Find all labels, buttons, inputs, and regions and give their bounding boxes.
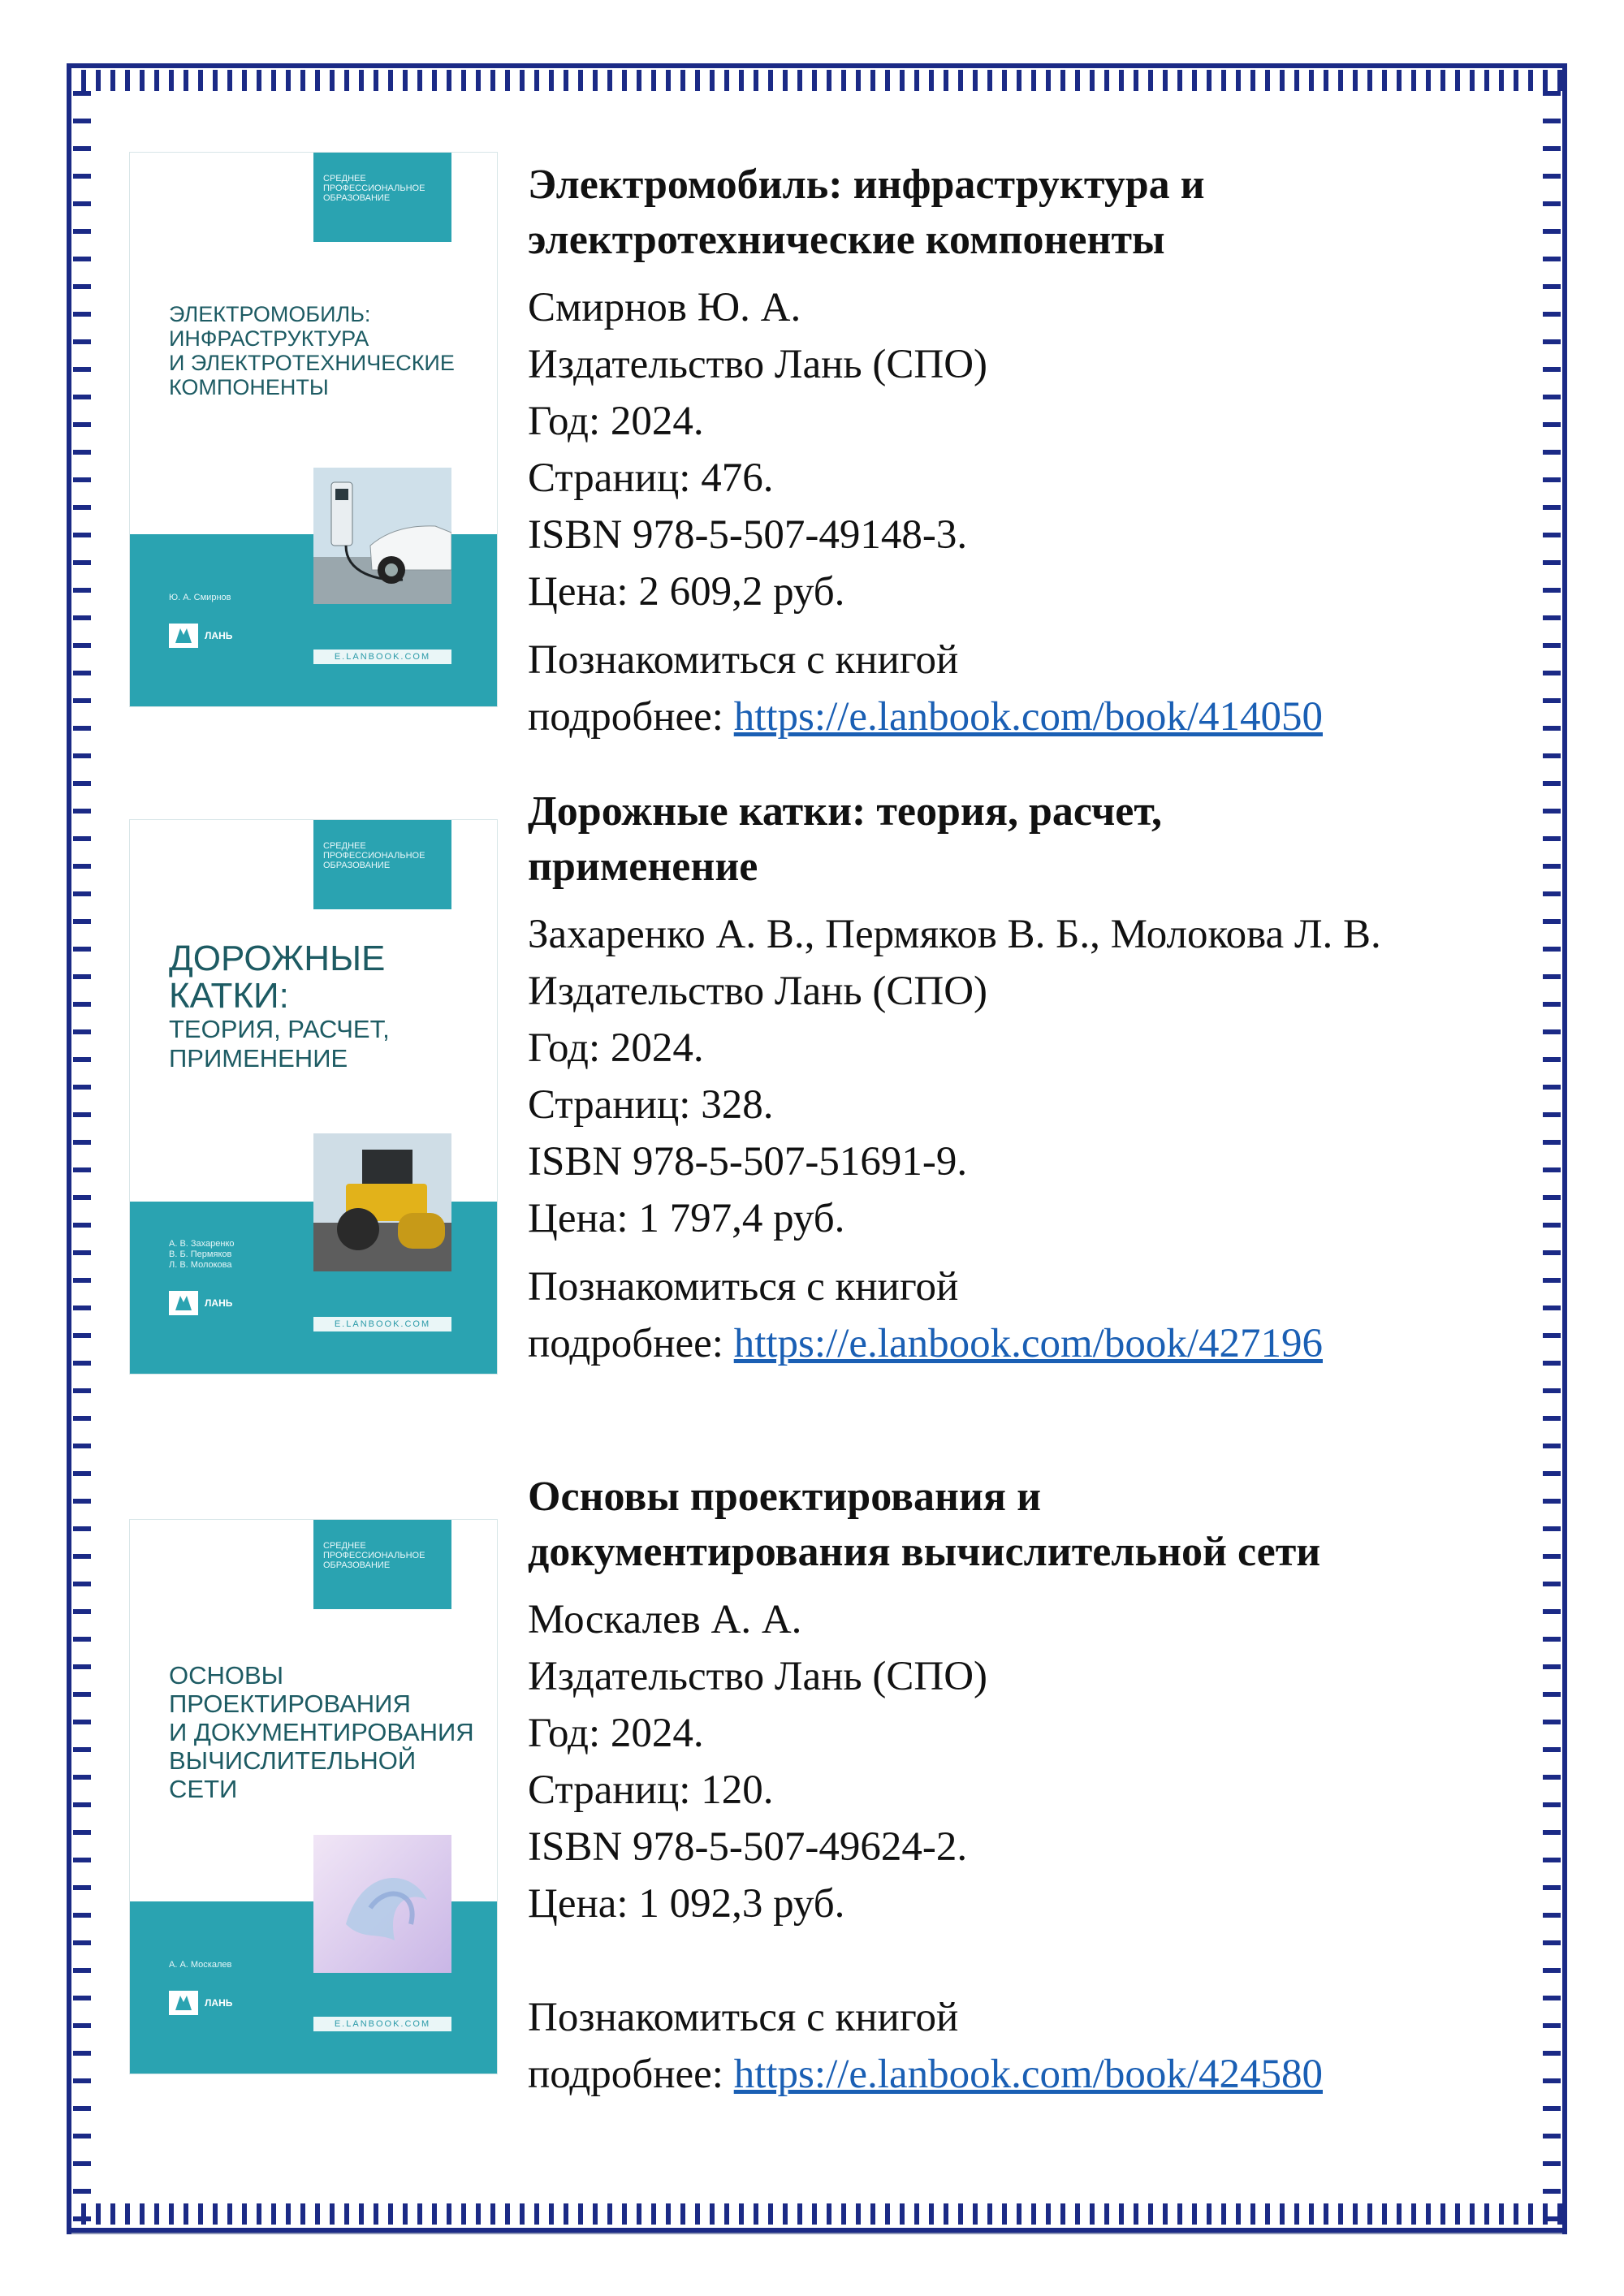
cover-title: ДОРОЖНЫЕ КАТКИ: ТЕОРИЯ, РАСЧЕТ, ПРИМЕНЕНИЕ	[169, 939, 390, 1072]
cover-authors: А. В. Захаренко В. Б. Пермяков Л. В. Молокова	[169, 1239, 235, 1270]
publisher-logo-text: ЛАНЬ	[205, 1997, 233, 2009]
cover-series-badge: СРЕДНЕЕ ПРОФЕССИОНАЛЬНОЕ ОБРАЗОВАНИЕ	[313, 1520, 451, 1609]
frame-border-left	[67, 63, 96, 2234]
book-publisher: Издательство Лань (СПО)	[528, 1654, 988, 1699]
book-price: Цена: 1 797,4 руб.	[528, 1196, 845, 1241]
book-info	[528, 1470, 1502, 2103]
book-cover[interactable]	[130, 153, 497, 706]
book-title: Основы проектирования и документирования вычислительной сети	[528, 1474, 1321, 1575]
book-year: Год: 2024.	[528, 1025, 704, 1071]
cover-title: ЭЛЕКТРОМОБИЛЬ: ИНФРАСТРУКТУРА И ЭЛЕКТРОТЕХНИЧЕСКИЕ КОМПОНЕНТЫ	[169, 302, 455, 399]
book-year: Год: 2024.	[528, 399, 704, 444]
cover-photo-road-roller	[313, 1133, 451, 1271]
book-entry	[130, 153, 1510, 770]
book-title: Электромобиль: инфраструктура и электротехнические компоненты	[528, 162, 1205, 263]
cover-series-badge: СРЕДНЕЕ ПРОФЕССИОНАЛЬНОЕ ОБРАЗОВАНИЕ	[313, 820, 451, 909]
frame-border-bottom	[67, 2203, 1567, 2234]
book-publisher: Издательство Лань (СПО)	[528, 969, 988, 1014]
cover-site: E.LANBOOK.COM	[313, 650, 451, 664]
book-pages: Страниц: 328.	[528, 1082, 774, 1128]
book-publisher: Издательство Лань (СПО)	[528, 342, 988, 387]
book-entry	[130, 1465, 1510, 2114]
publisher-logo-icon	[169, 624, 198, 648]
publisher-logo-text: ЛАНЬ	[205, 1297, 233, 1309]
more-info-text: Познакомиться с книгой	[528, 1264, 959, 1310]
cover-authors: Ю. А. Смирнов	[169, 593, 231, 602]
publisher-logo-icon	[169, 1291, 198, 1315]
book-cover[interactable]	[130, 820, 497, 1374]
cover-photo-abstract	[313, 1835, 451, 1973]
book-year: Год: 2024.	[528, 1711, 704, 1756]
frame-border-top	[67, 63, 1567, 91]
book-pages: Страниц: 476.	[528, 455, 774, 501]
book-authors: Москалев А. А.	[528, 1597, 802, 1642]
more-info-text: Познакомиться с книгой	[528, 637, 959, 683]
book-title: Дорожные катки: теория, расчет, применение	[528, 788, 1162, 890]
cover-site: E.LANBOOK.COM	[313, 2017, 451, 2031]
publisher-logo-text: ЛАНЬ	[205, 630, 233, 641]
book-info	[528, 784, 1502, 1372]
book-price: Цена: 2 609,2 руб.	[528, 569, 845, 615]
more-info-text: Познакомиться с книгой	[528, 1995, 959, 2040]
more-info-line: подробнее: https://e.lanbook.com/book/414050	[528, 694, 1323, 740]
book-authors: Захаренко А. В., Пермяков В. Б., Молокова Л. В.	[528, 912, 1381, 957]
book-link[interactable]: https://e.lanbook.com/book/424580	[733, 2052, 1323, 2097]
book-entry	[130, 779, 1510, 1396]
book-pages: Страниц: 120.	[528, 1767, 774, 1813]
cover-title: ОСНОВЫ ПРОЕКТИРОВАНИЯ И ДОКУМЕНТИРОВАНИЯ ВЫЧИСЛИТЕЛЬНОЙ СЕТИ	[169, 1661, 474, 1803]
book-isbn: ISBN 978-5-507-49624-2.	[528, 1824, 968, 1870]
frame-border-right	[1536, 63, 1567, 2234]
book-info	[528, 158, 1502, 745]
cover-photo-electric-car	[313, 468, 451, 604]
book-price: Цена: 1 092,3 руб.	[528, 1881, 845, 1927]
cover-series-badge: СРЕДНЕЕ ПРОФЕССИОНАЛЬНОЕ ОБРАЗОВАНИЕ	[313, 153, 451, 242]
more-info-line: подробнее: https://e.lanbook.com/book/424580	[528, 2052, 1323, 2097]
book-isbn: ISBN 978-5-507-51691-9.	[528, 1139, 968, 1185]
book-authors: Смирнов Ю. А.	[528, 285, 801, 330]
more-info-line: подробнее: https://e.lanbook.com/book/427196	[528, 1321, 1323, 1366]
cover-authors: А. А. Москалев	[169, 1960, 232, 1970]
book-link[interactable]: https://e.lanbook.com/book/427196	[733, 1321, 1323, 1366]
book-cover[interactable]	[130, 1520, 497, 2074]
publisher-logo-icon	[169, 1991, 198, 2015]
cover-site: E.LANBOOK.COM	[313, 1317, 451, 1331]
book-isbn: ISBN 978-5-507-49148-3.	[528, 512, 968, 558]
book-link[interactable]: https://e.lanbook.com/book/414050	[733, 694, 1323, 740]
